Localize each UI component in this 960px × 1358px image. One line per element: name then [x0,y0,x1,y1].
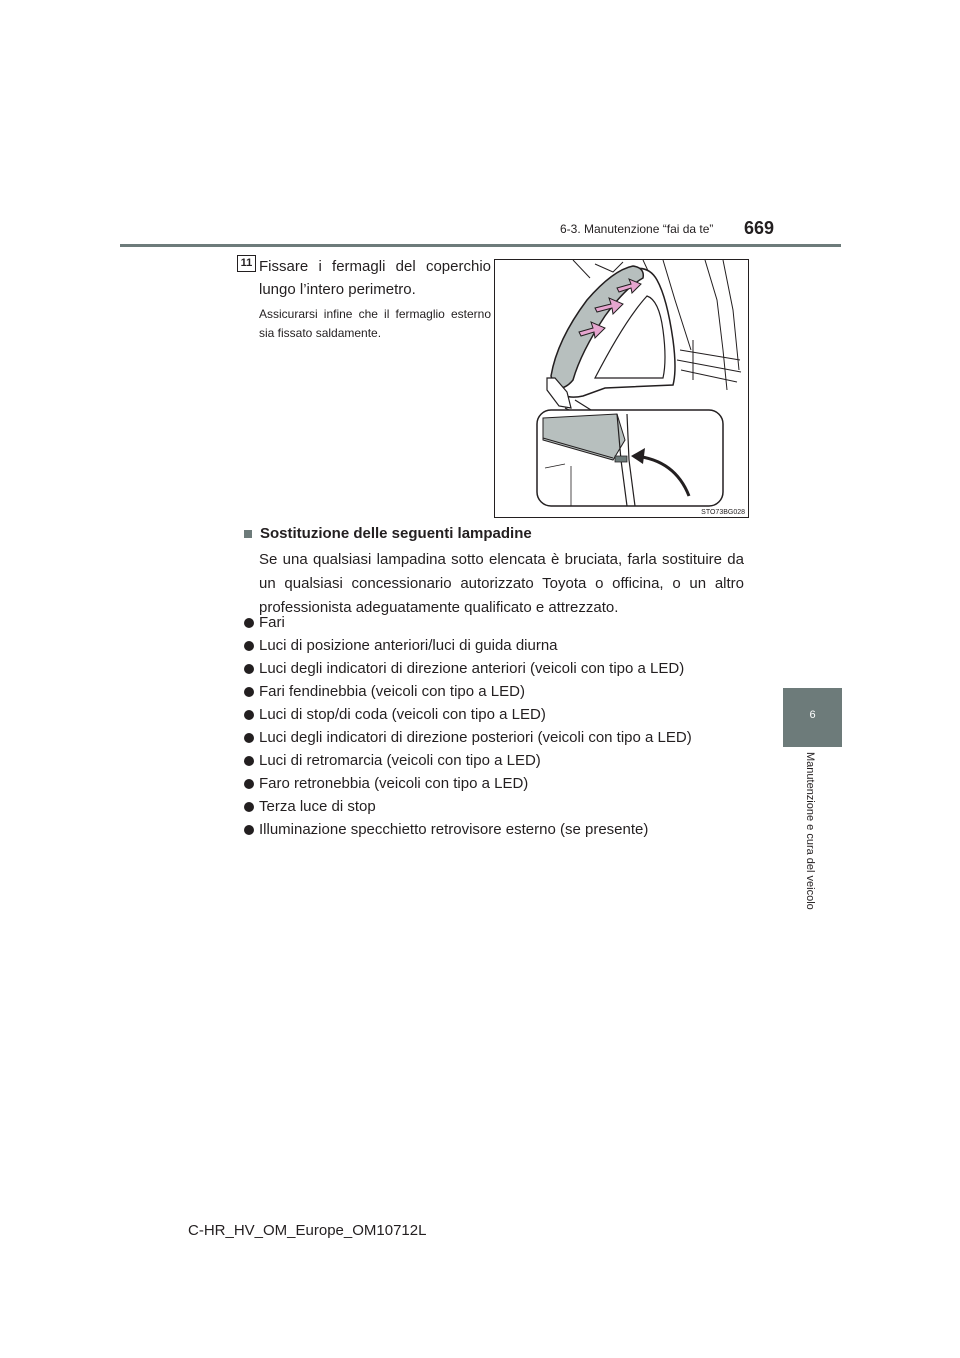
list-item: Luci di stop/di coda (veicoli con tipo a LED) [244,703,692,726]
bullet-icon [244,687,254,697]
list-item: Luci degli indicatori di direzione anteriori (veicoli con tipo a LED) [244,657,692,680]
section-intro: Se una qualsiasi lampadina sotto elencata è bruciata, farla sostituire da un qualsiasi concessionario autorizzato Toyota o officina, o un altro professionista adeguatamente qualificato e attrezzato. [259,551,744,616]
bullet-icon [244,664,254,674]
chapter-title: Manutenzione e cura del veicolo [804,752,816,910]
bullet-icon [244,802,254,812]
list-item: Fari [244,611,692,634]
mirror-cover-illustration [494,259,749,518]
header-section-title: 6-3. Manutenzione “fai da te” [560,222,714,236]
header-rule [120,244,841,247]
step-instruction: Fissare i fermagli del coperchio lungo l’intero perimetro. [259,258,491,298]
page-number: 669 [744,218,775,238]
list-item: Faro retronebbia (veicoli con tipo a LED) [244,772,692,795]
bullet-icon [244,825,254,835]
mirror-illustration-drawing [495,260,748,517]
bulb-list [244,611,692,841]
list-item: Illuminazione specchietto retrovisore esterno (se presente) [244,818,692,841]
chapter-number: 6 [809,709,816,721]
list-item: Luci di posizione anteriori/luci di guida diurna [244,634,692,657]
bullet-icon [244,733,254,743]
bullet-icon [244,710,254,720]
list-item: Terza luce di stop [244,795,692,818]
chapter-tab [783,688,842,747]
document-id: C-HR_HV_OM_Europe_OM10712L [188,1222,427,1239]
bullet-icon [244,756,254,766]
bullet-icon [244,641,254,651]
list-item: Luci di retromarcia (veicoli con tipo a LED) [244,749,692,772]
figure-code: STO73BG028 [701,509,745,516]
list-item: Fari fendinebbia (veicoli con tipo a LED) [244,680,692,703]
step-note: Assicurarsi infine che il fermaglio esterno sia fissato saldamente. [259,307,491,340]
section-heading [244,525,532,542]
heading-square-icon [244,530,252,538]
bullet-icon [244,779,254,789]
section-heading-text: Sostituzione delle seguenti lampadine [260,525,532,542]
list-item: Luci degli indicatori di direzione posteriori (veicoli con tipo a LED) [244,726,692,749]
bullet-icon [244,618,254,628]
step-number-badge: 11 [237,255,256,272]
